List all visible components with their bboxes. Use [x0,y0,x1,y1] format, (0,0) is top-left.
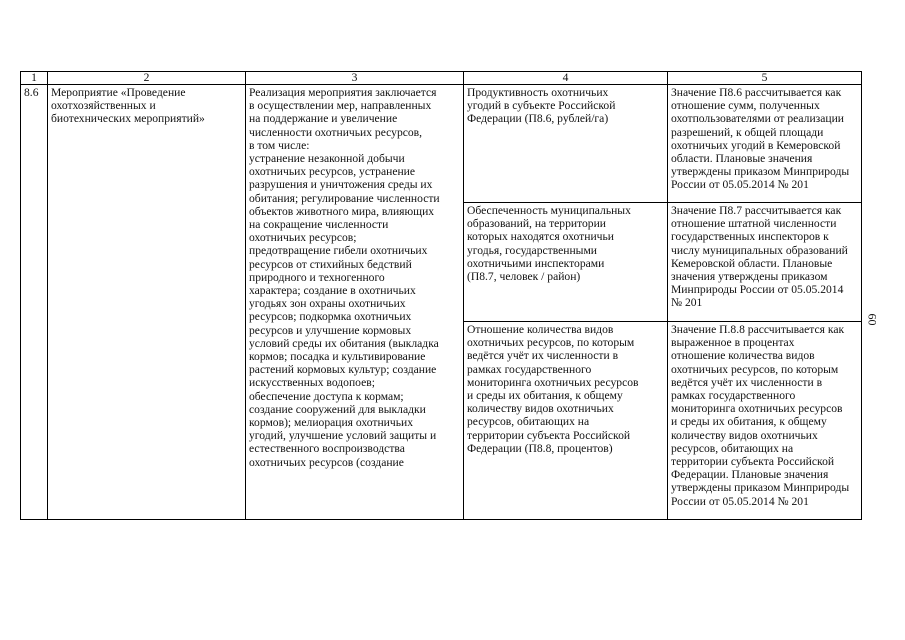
event-description: Реализация мероприятия заключается в осуществлении мер, направленных на поддержание и увеличение численности охотничьих ресурсов, в том числе: устранение незаконной добычи охотничьих ресурсов, устранение разрушения и уничтожения среды их обитания; регулирование численности объектов животного мира, влияющих на сокращение численности охотничьих ресурсов; предотвращение гибели охотничьих ресурсов от стихийных бедствий природного и техногенного характера; создание в охотничьих угодьях зон охраны охотничьих ресурсов; подкормка охотничьих ресурсов и улучшение кормовых условий среды их обитания (выкладка кормов; посадка и культивирование растений кормовых культур; создание искусственных водопоев; обеспечение доступа к кормам; создание сооружений для выкладки кормов); мелиорация охотничьих угодий, улучшение условий защиты и естественного воспроизводства охотничьих ресурсов (создание [246,85,464,520]
page-number: 60 [865,313,880,326]
header-cell-2: 2 [48,72,246,85]
indicator-name: Отношение количества видов охотничьих ресурсов, по которым ведётся учёт их численности в рамках государственного мониторинга охотничьих ресурсов и среды их обитания, к общему количеству видов охотничьих ресурсов, обитающих на территории субъекта Российской Федерации (П8.8, процентов) [464,322,668,520]
indicator-method: Значение П8.6 рассчитывается как отношение сумм, полученных охотпользователями от реализации разрешений, к общей площади охотничьих угодий в Кемеровской области. Плановые значения утверждены приказом Минприроды России от 05.05.2014 № 201 [668,85,862,203]
table-row [21,85,862,203]
header-cell-1: 1 [21,72,48,85]
header-cell-5: 5 [668,72,862,85]
indicator-method: Значение П.8.8 рассчитывается как выраженное в процентах отношение количества видов охотничьих ресурсов, по которым ведётся учёт их численности в рамках государственного мониторинга охотничьих ресурсов и среды их обитания, к общему количеству видов охотничьих ресурсов, обитающих на территории субъекта Российской Федерации. Плановые значения утверждены приказом Минприроды России от 05.05.2014 № 201 [668,322,862,520]
indicator-name: Обеспеченность муниципальных образований, на территории которых находятся охотничьи угодья, государственными охотничьими инспекторами (П8.7, человек / район) [464,203,668,322]
indicator-method: Значение П8.7 рассчитывается как отношение штатной численности государственных инспекторов к числу муниципальных образований Кемеровской области. Плановые значения утверждены приказом Минприроды России от 05.05.2014 № 201 [668,203,862,322]
header-row [21,72,862,85]
header-cell-4: 4 [464,72,668,85]
header-cell-3: 3 [246,72,464,85]
indicator-name: Продуктивность охотничьих угодий в субъекте Российской Федерации (П8.6, рублей/га) [464,85,668,203]
indicators-table [20,71,862,520]
row-number: 8.6 [21,85,48,520]
event-name: Мероприятие «Проведение охотхозяйственных и биотехнических мероприятий» [48,85,246,520]
